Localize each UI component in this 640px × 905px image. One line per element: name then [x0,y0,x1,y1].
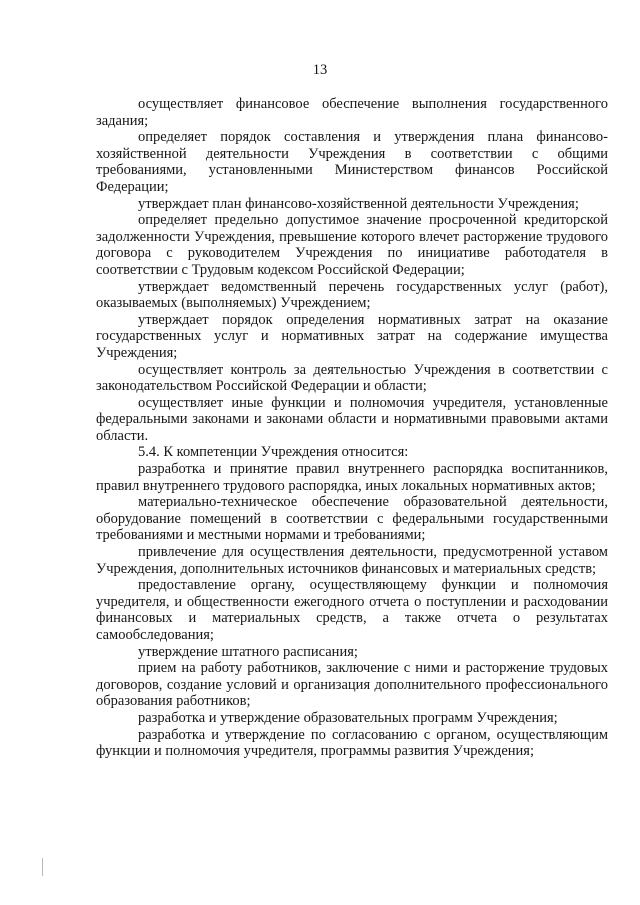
page-number: 13 [312,62,328,78]
scan-mark [42,858,43,876]
paragraph: предоставление органу, осуществляющему функции и полномочия учредителя, и общественности ежегодного отчета о поступлении и расходовании финансовых и материальных средств, а также отчета о результатах самообследования; [96,577,608,643]
section-heading: 5.4. К компетенции Учреждения относится: [138,444,409,461]
paragraph: осуществляет иные функции и полномочия учредителя, установленные федеральными законами и законами области и нормативными правовыми актами области. [96,394,608,444]
paragraph: определяет предельно допустимое значение просроченной кредиторской задолженности Учреждения, превышение которого влечет расторжение трудового договора с руководителем Учреждения по инициативе работодателя в соответствии с Трудовым кодексом Российской Федерации; [96,212,608,278]
paragraph: утверждает порядок определения нормативных затрат на оказание государственных услуг и нормативных затрат на содержание имущества Учреждения; [96,311,608,361]
paragraph: утверждает ведомственный перечень государственных услуг (работ), оказываемых (выполняемых) Учреждением; [96,278,608,312]
paragraph: разработка и принятие правил внутреннего распорядка воспитанников, правил внутреннего трудового распорядка, иных локальных нормативных актов; [96,461,608,494]
paragraph: привлечение для осуществления деятельности, предусмотренной уставом Учреждения, дополнительных источников финансовых и материальных средств; [96,544,608,577]
paragraph: утверждение штатного расписания; [138,643,358,660]
paragraph: разработка и утверждение образовательных программ Учреждения; [138,709,558,726]
paragraph: прием на работу работников, заключение с ними и расторжение трудовых договоров, создание условий и организация дополнительного профессионального образования работников; [96,660,608,710]
paragraph: осуществляет финансовое обеспечение выполнения государственного задания; [96,96,608,129]
paragraph: определяет порядок составления и утверждения плана финансово-хозяйственной деятельности Учреждения в соответствии с общими требованиями, установленными Министерством финансов Российской Федерации; [96,129,608,195]
paragraph: разработка и утверждение по согласованию с органом, осуществляющим функции и полномочия учредителя, программы развития Учреждения; [96,726,608,760]
document-body [96,96,608,760]
paragraph: осуществляет контроль за деятельностью Учреждения в соответствии с законодательством Российской Федерации и области; [96,361,608,395]
paragraph: утверждает план финансово-хозяйственной деятельности Учреждения; [138,195,579,212]
paragraph: материально-техническое обеспечение образовательной деятельности, оборудование помещений в соответствии с федеральными государственными требованиями и местными нормами и требованиями; [96,494,608,544]
